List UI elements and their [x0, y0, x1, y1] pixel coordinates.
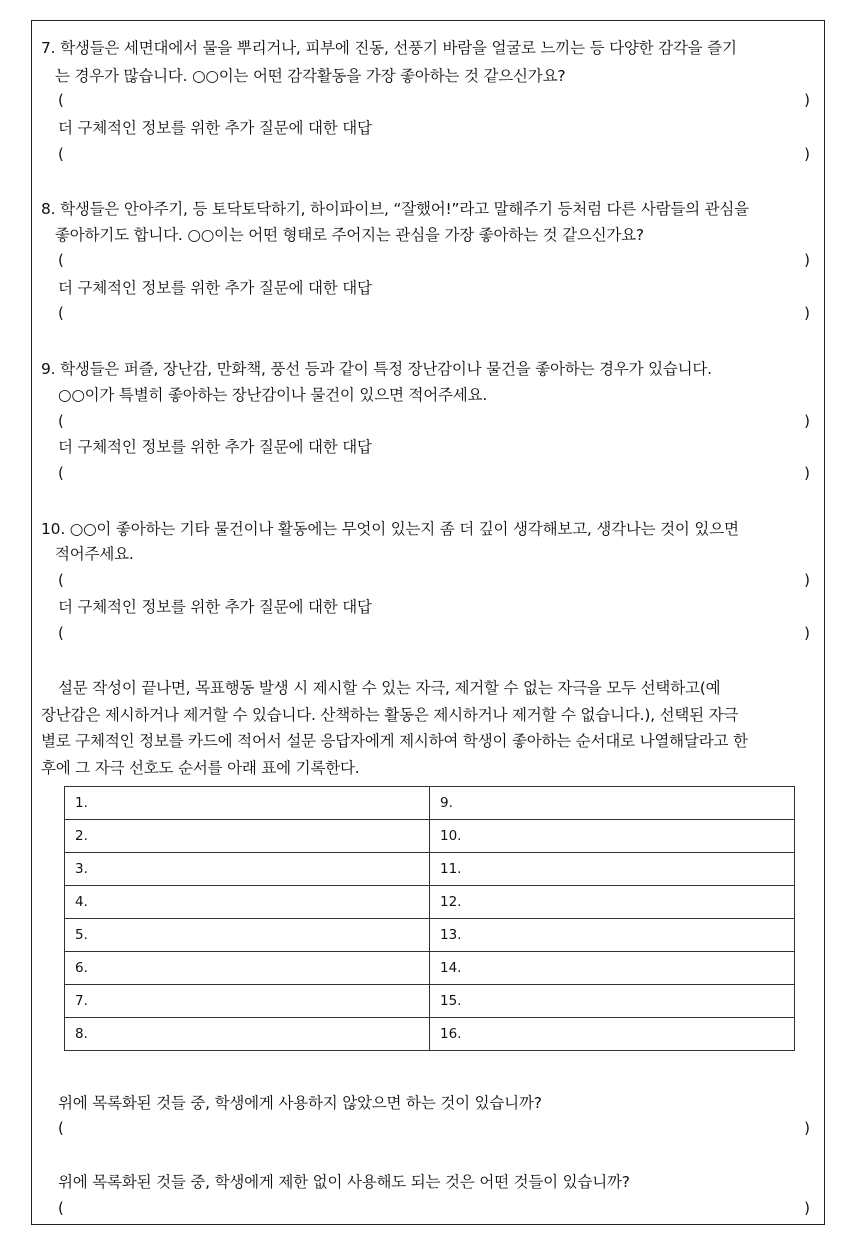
- question-9-line1: 9. 학생들은 퍼즐, 장난감, 만화책, 풍선 등과 같이 특정 장난감이나 물건을 좋아하는 경우가 있습니다.: [41, 360, 712, 378]
- table-row: [65, 853, 795, 886]
- followup-7-close: ): [804, 145, 810, 163]
- question-9-line2: ○○이가 특별히 좋아하는 장난감이나 물건이 있으면 적어주세요.: [58, 386, 488, 404]
- question-8-line2: 좋아하기도 합니다. ○○이는 어떤 형태로 주어지는 관심을 가장 좋아하는 것 같으신가요?: [55, 226, 644, 244]
- answer-10-close: ): [804, 571, 810, 589]
- table-row: [65, 952, 795, 985]
- answer-9-close: ): [804, 412, 810, 430]
- table-cell[interactable]: 1.: [65, 787, 430, 820]
- final-answer-2-close: ): [804, 1199, 810, 1217]
- instructions-line2: 장난감은 제시하거나 제거할 수 있습니다. 산책하는 활동은 제시하거나 제거할 수 없습니다.), 선택된 자극: [41, 706, 739, 724]
- table-row: [65, 787, 795, 820]
- question-9-followup: 더 구체적인 정보를 위한 추가 질문에 대한 대답: [58, 438, 372, 456]
- final-question-2: 위에 목록화된 것들 중, 학생에게 제한 없이 사용해도 되는 것은 어떤 것들이 있습니까?: [58, 1173, 630, 1191]
- table-row: [65, 1018, 795, 1051]
- question-8-line1: 8. 학생들은 안아주기, 등 토닥토닥하기, 하이파이브, “잘했어!”라고 말해주기 등처럼 다른 사람들의 관심을: [41, 200, 749, 218]
- table-cell[interactable]: 4.: [65, 886, 430, 919]
- question-10-followup: 더 구체적인 정보를 위한 추가 질문에 대한 대답: [58, 598, 372, 616]
- followup-10-open: (: [58, 624, 64, 642]
- table-row: [65, 886, 795, 919]
- instructions-line1: 설문 작성이 끝나면, 목표행동 발생 시 제시할 수 있는 자극, 제거할 수 없는 자극을 모두 선택하고(예: [58, 679, 721, 697]
- table-cell[interactable]: 9.: [430, 787, 795, 820]
- followup-8-close: ): [804, 304, 810, 322]
- instructions-line3: 별로 구체적인 정보를 카드에 적어서 설문 응답자에게 제시하여 학생이 좋아하는 순서대로 나열해달라고 한: [41, 732, 748, 750]
- question-8-followup: 더 구체적인 정보를 위한 추가 질문에 대한 대답: [58, 279, 372, 297]
- question-10-line1: 10. ○○이 좋아하는 기타 물건이나 활동에는 무엇이 있는지 좀 더 깊이 생각해보고, 생각나는 것이 있으면: [41, 520, 739, 538]
- followup-8-open: (: [58, 304, 64, 322]
- table-cell[interactable]: 8.: [65, 1018, 430, 1051]
- final-answer-1-open: (: [58, 1119, 64, 1137]
- table-row: [65, 919, 795, 952]
- table-cell[interactable]: 11.: [430, 853, 795, 886]
- answer-10-open: (: [58, 571, 64, 589]
- table-cell[interactable]: 5.: [65, 919, 430, 952]
- question-7-line1: 7. 학생들은 세면대에서 물을 뿌리거나, 피부에 진동, 선풍기 바람을 얼굴로 느끼는 등 다양한 감각을 즐기: [41, 39, 737, 57]
- followup-10-close: ): [804, 624, 810, 642]
- table-cell[interactable]: 7.: [65, 985, 430, 1018]
- table-cell[interactable]: 14.: [430, 952, 795, 985]
- final-question-1: 위에 목록화된 것들 중, 학생에게 사용하지 않았으면 하는 것이 있습니까?: [58, 1094, 542, 1112]
- table-cell[interactable]: 6.: [65, 952, 430, 985]
- followup-7-open: (: [58, 145, 64, 163]
- table-cell[interactable]: 15.: [430, 985, 795, 1018]
- question-10-line2: 적어주세요.: [55, 545, 134, 563]
- followup-9-close: ): [804, 464, 810, 482]
- answer-8-open: (: [58, 251, 64, 269]
- survey-page: [31, 20, 825, 1225]
- answer-9-open: (: [58, 412, 64, 430]
- table-cell[interactable]: 12.: [430, 886, 795, 919]
- preference-table: [64, 786, 795, 1051]
- table-row: [65, 985, 795, 1018]
- table-cell[interactable]: 13.: [430, 919, 795, 952]
- table-row: [65, 820, 795, 853]
- answer-7-close: ): [804, 91, 810, 109]
- instructions-line4: 후에 그 자극 선호도 순서를 아래 표에 기록한다.: [41, 759, 360, 777]
- question-7-followup: 더 구체적인 정보를 위한 추가 질문에 대한 대답: [58, 119, 372, 137]
- table-cell[interactable]: 10.: [430, 820, 795, 853]
- question-7-line2: 는 경우가 많습니다. ○○이는 어떤 감각활동을 가장 좋아하는 것 같으신가요?: [55, 67, 566, 85]
- final-answer-1-close: ): [804, 1119, 810, 1137]
- final-answer-2-open: (: [58, 1199, 64, 1217]
- answer-8-close: ): [804, 251, 810, 269]
- answer-7-open: (: [58, 91, 64, 109]
- table-cell[interactable]: 16.: [430, 1018, 795, 1051]
- table-cell[interactable]: 2.: [65, 820, 430, 853]
- followup-9-open: (: [58, 464, 64, 482]
- table-cell[interactable]: 3.: [65, 853, 430, 886]
